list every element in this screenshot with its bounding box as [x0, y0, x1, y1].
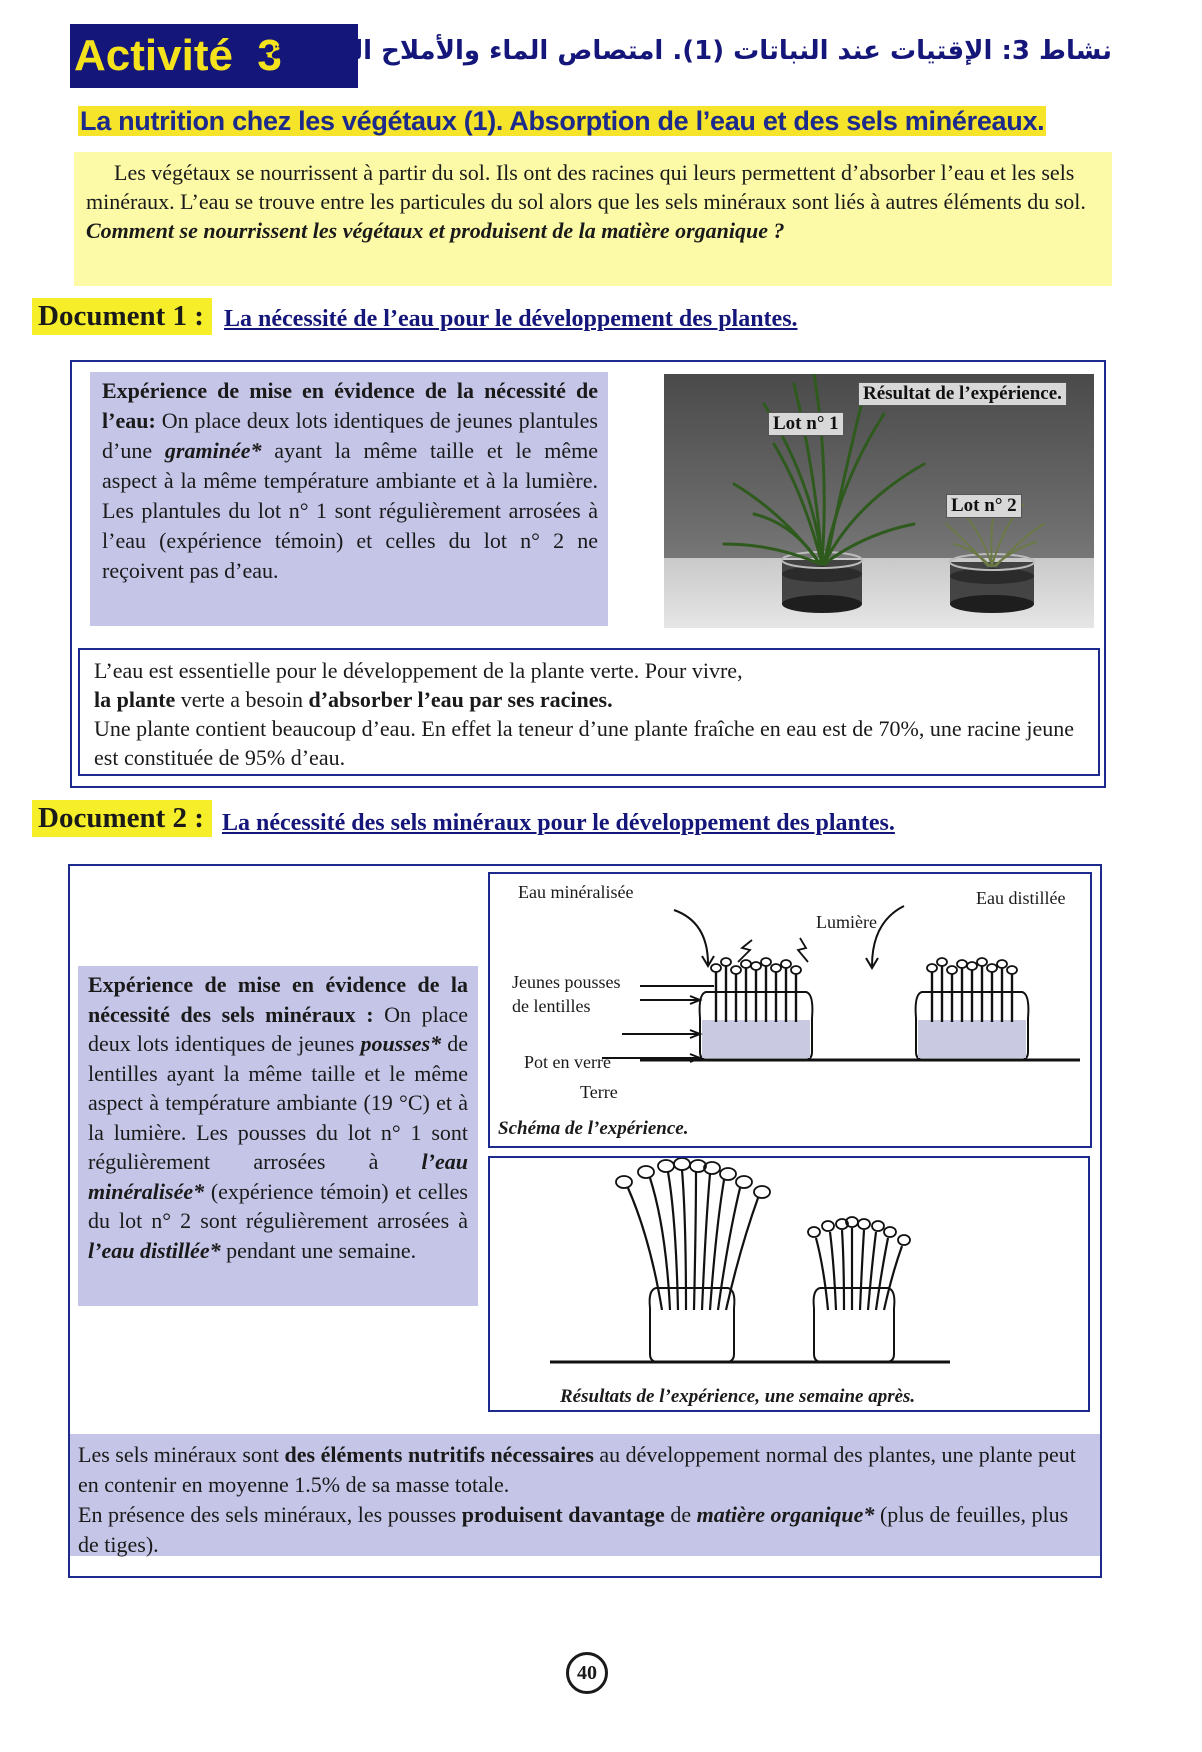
doc2-exp-em2: l’eau minéralisée* — [88, 1149, 468, 1204]
doc2-exp-p2: de lentilles ayant la même taille et le même aspect à température ambiante (19 °C) et à la lumière. Les pousses du lot n° 1 sont régulièrement arrosées à — [88, 1031, 469, 1174]
label-jeunes-pousses: Jeunes pousses — [512, 972, 621, 992]
activity-badge: Activité 3 — [70, 24, 358, 88]
label-lumiere: Lumière — [816, 912, 877, 932]
doc2-concl-p5: (plus de feuilles, plus de tiges). — [78, 1502, 1069, 1557]
doc2-concl-p3: En présence des sels minéraux, les pousses — [78, 1502, 462, 1527]
label-terre: Terre — [580, 1082, 618, 1102]
doc2-concl-b2: produisent davantage — [461, 1502, 665, 1527]
doc1-concl-b2: d’absorber l’eau par ses racines. — [308, 687, 613, 712]
doc1-concl-line1: L’eau est essentielle pour le développement de la plante verte. Pour vivre, — [94, 658, 743, 683]
doc2-label: Document 2 : — [32, 800, 212, 837]
doc2-concl-b1: des éléments nutritifs nécessaires — [284, 1442, 594, 1467]
doc2-concl-p2: au développement normal des plantes, une plante peut en contenir en moyenne 1.5% de sa masse totale. — [78, 1442, 1076, 1497]
doc2-experiment-text — [78, 966, 478, 1306]
doc1-concl-line2 — [94, 685, 1086, 714]
intro-question: Comment se nourrissent les végétaux et produisent de la matière organique ? — [86, 218, 785, 243]
doc1-exp-heading: Expérience de mise en évidence de la nécessité de l’eau: — [102, 378, 598, 433]
doc1-concl-mid: verte a besoin — [175, 687, 309, 712]
doc1-label: Document 1 : — [32, 298, 212, 335]
doc1-concl-line3: Une plante contient beaucoup d’eau. En effet la teneur d’une plante fraîche en eau est de 70%, une racine jeune est constituée de 95% d’eau. — [94, 716, 1074, 770]
label-eau-distillee: Eau distillée — [976, 888, 1066, 908]
doc1-experiment-text — [90, 372, 608, 626]
doc2-exp-em1: pousses* — [360, 1031, 442, 1056]
results-caption: Résultats de l’expérience, une semaine après. — [560, 1386, 916, 1407]
subtitle-text: La nutrition chez les végétaux (1). Absorption de l’eau et des sels minéreaux. — [80, 106, 1045, 136]
photo-lot1-label: Lot n° 1 — [768, 412, 844, 436]
doc2-concl-em: matière organique* — [696, 1502, 875, 1527]
photo-result-label: Résultat de l’expérience. — [858, 382, 1067, 406]
intro-box — [74, 152, 1112, 286]
doc2-exp-em3: l’eau distillée* — [88, 1237, 221, 1263]
doc2-conclusion — [70, 1434, 1100, 1556]
doc2-title: La nécessité des sels minéraux pour le développement des plantes. — [222, 810, 895, 836]
doc2-exp-p1: On place deux lots identiques de jeunes — [88, 1001, 468, 1056]
doc1-concl-b1: la plante — [94, 687, 176, 712]
page-number: 40 — [566, 1652, 608, 1694]
doc1-conclusion — [78, 648, 1100, 776]
intro-text: Les végétaux se nourrissent à partir du sol. Ils ont des racines qui leurs permettent d’absorber l’eau et les sels minéraux. L’eau se trouve entre les particules du sol alors que les sels minéraux sont liés à autres éléments du sol. — [86, 160, 1086, 214]
doc2-concl-p4: de — [664, 1502, 697, 1527]
doc2-exp-p3: (expérience témoin) et celles du lot n° 2 sont régulièrement arrosées à — [88, 1178, 468, 1233]
doc1-exp-p1: On place deux lots identiques de jeunes plantules d’une — [102, 408, 598, 463]
page-subtitle — [78, 106, 1046, 137]
doc2-concl-p1: Les sels minéraux sont — [78, 1442, 285, 1467]
label-pot-en-verre: Pot en verre — [524, 1052, 611, 1072]
schema-caption: Schéma de l’expérience. — [498, 1118, 689, 1139]
label-eau-mineralisee: Eau minéralisée — [518, 882, 634, 902]
doc1-title: La nécessité de l’eau pour le développement des plantes. — [224, 306, 798, 332]
label-de-lentilles: de lentilles — [512, 996, 591, 1016]
results-drawing — [490, 1158, 1088, 1388]
doc2-exp-heading: Expérience de mise en évidence de la nécessité des sels minéraux : — [88, 972, 468, 1027]
photo-lot2-label: Lot n° 2 — [946, 494, 1022, 518]
doc1-exp-p2: ayant la même taille et le même aspect à la même température ambiante et à la lumière. Les plantules du lot n° 1 sont régulièrement arrosées à l’eau (expérience témoin) et celles du lot n° 2 ne reçoivent pas d’eau. — [102, 438, 598, 583]
doc1-experiment-photo — [664, 374, 1094, 628]
doc2-exp-p4: pendant une semaine. — [220, 1237, 417, 1263]
doc1-exp-em: graminée* — [164, 438, 262, 463]
arabic-title: نشاط 3: الإقتيات عند النباتات (1). امتصاص الماء والأملاح المعدنية. — [260, 36, 1112, 66]
